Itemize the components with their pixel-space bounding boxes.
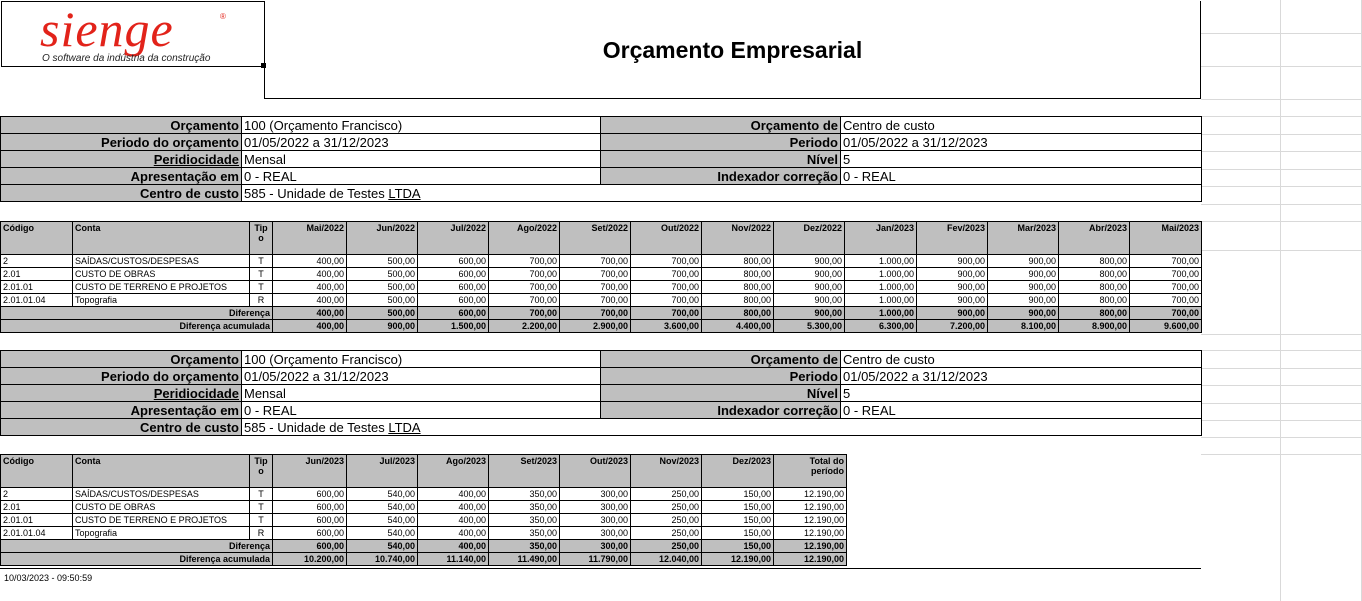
value-centro-custo: 585 - Unidade de Testes LTDA <box>242 419 1202 436</box>
cell-value: 12.190,00 <box>774 488 847 501</box>
registered-icon: ® <box>220 12 226 21</box>
summary-value: 600,00 <box>418 307 489 320</box>
cell-value: 12.190,00 <box>774 514 847 527</box>
value-orcamento: 100 (Orçamento Francisco) <box>242 351 601 368</box>
logo-wordmark: sienge <box>40 1 174 57</box>
cell-value: 400,00 <box>273 281 347 294</box>
cell-value: 900,00 <box>774 294 845 307</box>
footer-divider <box>0 568 1201 569</box>
cell-value: 400,00 <box>418 501 489 514</box>
table-row <box>1 255 1202 268</box>
value-periodo: 01/05/2022 a 31/12/2023 <box>841 368 1202 385</box>
grid-line <box>1201 33 1362 34</box>
cell-value: 500,00 <box>347 281 418 294</box>
cell-value: 700,00 <box>489 294 560 307</box>
col-month: Nov/2022 <box>702 222 774 255</box>
summary-value: 700,00 <box>631 307 702 320</box>
summary-label: Diferença <box>1 307 273 320</box>
summary-value: 7.200,00 <box>917 320 988 333</box>
diferenca-row <box>1 307 1202 320</box>
cell-value: 600,00 <box>418 294 489 307</box>
table-row <box>1 501 847 514</box>
cell-value: 400,00 <box>273 255 347 268</box>
summary-label: Diferença acumulada <box>1 320 273 333</box>
col-month: Set/2023 <box>489 455 560 488</box>
cell-value: 250,00 <box>631 527 702 540</box>
summary-value: 600,00 <box>273 540 347 553</box>
summary-value: 800,00 <box>702 307 774 320</box>
label-indexador: Indexador correção <box>601 402 841 419</box>
table-row <box>1 527 847 540</box>
summary-value: 900,00 <box>774 307 845 320</box>
summary-value: 8.900,00 <box>1059 320 1130 333</box>
cell-value: 800,00 <box>1059 281 1130 294</box>
summary-value: 300,00 <box>560 540 631 553</box>
cell-value: 300,00 <box>560 514 631 527</box>
page-title: Orçamento Empresarial <box>602 37 863 63</box>
cell-value: 900,00 <box>988 268 1059 281</box>
value-apresentacao: 0 - REAL <box>242 402 601 419</box>
summary-value: 11.140,00 <box>418 553 489 566</box>
cell-conta: CUSTO DE OBRAS <box>73 268 250 281</box>
summary-value: 2.200,00 <box>489 320 560 333</box>
cell-value: 250,00 <box>631 488 702 501</box>
cell-value: 1.000,00 <box>845 294 917 307</box>
label-orcamento-de: Orçamento de <box>601 351 841 368</box>
col-codigo: Código <box>1 222 73 255</box>
grid-line <box>1201 151 1362 152</box>
table-row <box>1 268 1202 281</box>
diferenca-acumulada-row <box>1 320 1202 333</box>
col-tipo: Tip o <box>250 222 273 255</box>
cell-value: 700,00 <box>560 268 631 281</box>
summary-value: 2.900,00 <box>560 320 631 333</box>
cell-value: 800,00 <box>702 268 774 281</box>
col-month: Mai/2022 <box>273 222 347 255</box>
grid-line <box>1201 385 1362 386</box>
value-nivel: 5 <box>841 151 1202 168</box>
cell-value: 600,00 <box>273 501 347 514</box>
cell-value: 800,00 <box>702 281 774 294</box>
cell-value: 500,00 <box>347 255 418 268</box>
summary-value: 10.200,00 <box>273 553 347 566</box>
cell-value: 350,00 <box>489 501 560 514</box>
col-month: Nov/2023 <box>631 455 702 488</box>
cell-value: 800,00 <box>1059 255 1130 268</box>
label-apresentacao: Apresentação em <box>1 402 242 419</box>
col-month: Jan/2023 <box>845 222 917 255</box>
cell-value: 540,00 <box>347 514 418 527</box>
cell-value: 150,00 <box>702 488 774 501</box>
cell-tipo: T <box>250 488 273 501</box>
cell-value: 700,00 <box>560 294 631 307</box>
summary-value: 6.300,00 <box>845 320 917 333</box>
cell-value: 900,00 <box>774 281 845 294</box>
cell-value: 540,00 <box>347 501 418 514</box>
grid-line <box>1201 186 1362 187</box>
table-row <box>1 514 847 527</box>
col-month: Abr/2023 <box>1059 222 1130 255</box>
grid-line <box>1201 116 1362 117</box>
budget-table-2 <box>0 454 847 566</box>
summary-value: 400,00 <box>273 307 347 320</box>
cell-tipo: T <box>250 268 273 281</box>
col-tipo: Tip o <box>250 455 273 488</box>
cell-value: 300,00 <box>560 527 631 540</box>
label-periodo-orcamento: Periodo do orçamento <box>1 368 242 385</box>
summary-value: 900,00 <box>988 307 1059 320</box>
cell-value: 700,00 <box>1130 268 1202 281</box>
summary-value: 350,00 <box>489 540 560 553</box>
cell-value: 600,00 <box>273 514 347 527</box>
company-logo <box>1 1 265 67</box>
col-month: Jul/2023 <box>347 455 418 488</box>
label-apresentacao: Apresentação em <box>1 168 242 185</box>
col-month: Jun/2022 <box>347 222 418 255</box>
grid-line <box>1201 204 1362 205</box>
cell-value: 150,00 <box>702 527 774 540</box>
cell-value: 600,00 <box>418 268 489 281</box>
label-centro-custo: Centro de custo <box>1 185 242 202</box>
value-apresentacao: 0 - REAL <box>242 168 601 185</box>
label-indexador: Indexador correção <box>601 168 841 185</box>
label-peridiocidade: Peridiocidade <box>153 385 239 401</box>
cell-conta: SAÍDAS/CUSTOS/DESPESAS <box>73 255 250 268</box>
label-orcamento-de: Orçamento de <box>601 117 841 134</box>
grid-line <box>1201 250 1362 251</box>
cell-tipo: R <box>250 527 273 540</box>
col-month: Mai/2023 <box>1130 222 1202 255</box>
summary-value: 250,00 <box>631 540 702 553</box>
cell-value: 700,00 <box>560 281 631 294</box>
summary-value: 12.040,00 <box>631 553 702 566</box>
table-row <box>1 281 1202 294</box>
summary-value: 150,00 <box>702 540 774 553</box>
cell-value: 700,00 <box>1130 281 1202 294</box>
cell-conta: Topografia <box>73 527 250 540</box>
summary-value: 900,00 <box>917 307 988 320</box>
cell-value: 1.000,00 <box>845 255 917 268</box>
logo-tagline: O software da indústria da construção <box>42 53 211 64</box>
cell-codigo: 2.01.01 <box>1 281 73 294</box>
cell-value: 700,00 <box>1130 255 1202 268</box>
label-nivel: Nível <box>601 151 841 168</box>
grid-line <box>1201 420 1362 421</box>
cell-tipo: T <box>250 281 273 294</box>
summary-value: 3.600,00 <box>631 320 702 333</box>
grid-line <box>1201 454 1362 455</box>
cell-value: 700,00 <box>631 281 702 294</box>
col-codigo: Código <box>1 455 73 488</box>
cell-value: 350,00 <box>489 514 560 527</box>
value-periodo: 01/05/2022 a 31/12/2023 <box>841 134 1202 151</box>
cell-conta: CUSTO DE TERRENO E PROJETOS <box>73 281 250 294</box>
budget-table-1 <box>0 221 1202 333</box>
value-indexador: 0 - REAL <box>841 402 1202 419</box>
cell-value: 700,00 <box>489 255 560 268</box>
summary-value: 400,00 <box>418 540 489 553</box>
cell-value: 400,00 <box>273 294 347 307</box>
cell-value: 800,00 <box>1059 268 1130 281</box>
col-month: Mar/2023 <box>988 222 1059 255</box>
cell-value: 12.190,00 <box>774 527 847 540</box>
summary-value: 5.300,00 <box>774 320 845 333</box>
grid-line <box>1201 437 1362 438</box>
table-row <box>1 488 847 501</box>
cell-value: 600,00 <box>273 488 347 501</box>
cell-value: 900,00 <box>774 268 845 281</box>
cell-tipo: R <box>250 294 273 307</box>
cell-conta: CUSTO DE TERRENO E PROJETOS <box>73 514 250 527</box>
col-month: Out/2022 <box>631 222 702 255</box>
cell-value: 600,00 <box>418 281 489 294</box>
summary-value: 12.190,00 <box>774 553 847 566</box>
label-centro-custo: Centro de custo <box>1 419 242 436</box>
cell-value: 900,00 <box>917 268 988 281</box>
diferenca-acumulada-row <box>1 553 847 566</box>
value-periodo-orcamento: 01/05/2022 a 31/12/2023 <box>242 134 601 151</box>
label-nivel: Nível <box>601 385 841 402</box>
cell-value: 700,00 <box>560 255 631 268</box>
cell-value: 700,00 <box>631 294 702 307</box>
cell-value: 900,00 <box>917 281 988 294</box>
col-month: Dez/2022 <box>774 222 845 255</box>
cell-value: 300,00 <box>560 488 631 501</box>
summary-label: Diferença acumulada <box>1 553 273 566</box>
summary-value: 700,00 <box>560 307 631 320</box>
cell-value: 900,00 <box>988 294 1059 307</box>
budget-info-1 <box>0 116 1202 202</box>
label-periodo: Periodo <box>601 368 841 385</box>
cell-tipo: T <box>250 501 273 514</box>
label-orcamento: Orçamento <box>1 117 242 134</box>
cell-value: 600,00 <box>418 255 489 268</box>
cell-value: 400,00 <box>418 488 489 501</box>
cell-value: 900,00 <box>988 255 1059 268</box>
col-month: Ago/2022 <box>489 222 560 255</box>
summary-value: 700,00 <box>489 307 560 320</box>
grid-line <box>1201 66 1362 67</box>
grid-line <box>1201 169 1362 170</box>
cell-value: 800,00 <box>702 255 774 268</box>
label-periodo: Periodo <box>601 134 841 151</box>
cell-value: 700,00 <box>1130 294 1202 307</box>
cell-value: 500,00 <box>347 294 418 307</box>
value-peridiocidade: Mensal <box>242 385 601 402</box>
summary-value: 800,00 <box>1059 307 1130 320</box>
cell-value: 250,00 <box>631 501 702 514</box>
summary-value: 4.400,00 <box>702 320 774 333</box>
grid-line <box>1201 99 1362 100</box>
cell-value: 400,00 <box>418 527 489 540</box>
summary-value: 500,00 <box>347 307 418 320</box>
summary-label: Diferença <box>1 540 273 553</box>
cell-value: 700,00 <box>631 268 702 281</box>
cell-value: 900,00 <box>917 255 988 268</box>
grid-line <box>1201 334 1362 335</box>
summary-value: 9.600,00 <box>1130 320 1202 333</box>
table-row <box>1 294 1202 307</box>
table-header-row <box>1 455 847 488</box>
col-conta: Conta <box>73 222 250 255</box>
grid-line <box>1280 0 1281 601</box>
summary-value: 12.190,00 <box>774 540 847 553</box>
cell-value: 150,00 <box>702 514 774 527</box>
summary-value: 1.000,00 <box>845 307 917 320</box>
cell-value: 1.000,00 <box>845 281 917 294</box>
label-orcamento: Orçamento <box>1 351 242 368</box>
col-month: Fev/2023 <box>917 222 988 255</box>
cell-value: 540,00 <box>347 488 418 501</box>
summary-value: 10.740,00 <box>347 553 418 566</box>
value-peridiocidade: Mensal <box>242 151 601 168</box>
value-orcamento-de: Centro de custo <box>841 117 1202 134</box>
cell-tipo: T <box>250 514 273 527</box>
col-month: Jul/2022 <box>418 222 489 255</box>
diferenca-row <box>1 540 847 553</box>
cell-value: 250,00 <box>631 514 702 527</box>
table-header-row <box>1 222 1202 255</box>
label-peridiocidade: Peridiocidade <box>153 151 239 167</box>
value-orcamento-de: Centro de custo <box>841 351 1202 368</box>
cell-value: 1.000,00 <box>845 268 917 281</box>
cell-value: 350,00 <box>489 527 560 540</box>
cell-value: 900,00 <box>774 255 845 268</box>
value-indexador: 0 - REAL <box>841 168 1202 185</box>
cell-codigo: 2.01.01.04 <box>1 527 73 540</box>
cell-value: 12.190,00 <box>774 501 847 514</box>
cell-value: 400,00 <box>273 268 347 281</box>
cell-value: 700,00 <box>489 268 560 281</box>
cell-codigo: 2 <box>1 255 73 268</box>
summary-value: 700,00 <box>1130 307 1202 320</box>
cell-value: 800,00 <box>702 294 774 307</box>
col-month: Dez/2023 <box>702 455 774 488</box>
cell-value: 300,00 <box>560 501 631 514</box>
grid-line <box>1201 403 1362 404</box>
grid-line <box>1201 134 1362 135</box>
cell-conta: SAÍDAS/CUSTOS/DESPESAS <box>73 488 250 501</box>
col-month: Jun/2023 <box>273 455 347 488</box>
cell-conta: CUSTO DE OBRAS <box>73 501 250 514</box>
summary-value: 11.790,00 <box>560 553 631 566</box>
grid-line <box>1201 350 1362 351</box>
summary-value: 11.490,00 <box>489 553 560 566</box>
summary-value: 8.100,00 <box>988 320 1059 333</box>
report-timestamp: 10/03/2023 - 09:50:59 <box>4 573 93 583</box>
cell-value: 500,00 <box>347 268 418 281</box>
cell-value: 540,00 <box>347 527 418 540</box>
cell-value: 900,00 <box>917 294 988 307</box>
value-centro-custo: 585 - Unidade de Testes LTDA <box>242 185 1202 202</box>
value-nivel: 5 <box>841 385 1202 402</box>
cell-codigo: 2.01.01.04 <box>1 294 73 307</box>
cell-value: 700,00 <box>631 255 702 268</box>
cell-codigo: 2.01 <box>1 501 73 514</box>
summary-value: 540,00 <box>347 540 418 553</box>
cell-codigo: 2.01 <box>1 268 73 281</box>
col-conta: Conta <box>73 455 250 488</box>
cell-value: 400,00 <box>418 514 489 527</box>
col-month: Out/2023 <box>560 455 631 488</box>
cell-value: 800,00 <box>1059 294 1130 307</box>
cell-codigo: 2.01.01 <box>1 514 73 527</box>
summary-value: 1.500,00 <box>418 320 489 333</box>
cell-value: 600,00 <box>273 527 347 540</box>
cell-value: 350,00 <box>489 488 560 501</box>
col-month: Set/2022 <box>560 222 631 255</box>
summary-value: 400,00 <box>273 320 347 333</box>
cell-codigo: 2 <box>1 488 73 501</box>
cell-conta: Topografia <box>73 294 250 307</box>
cell-value: 900,00 <box>988 281 1059 294</box>
grid-line <box>1201 221 1362 222</box>
value-periodo-orcamento: 01/05/2022 a 31/12/2023 <box>242 368 601 385</box>
value-orcamento: 100 (Orçamento Francisco) <box>242 117 601 134</box>
label-periodo-orcamento: Periodo do orçamento <box>1 134 242 151</box>
cell-tipo: T <box>250 255 273 268</box>
cell-value: 700,00 <box>489 281 560 294</box>
col-total: Total do período <box>774 455 847 488</box>
col-month: Ago/2023 <box>418 455 489 488</box>
cell-value: 150,00 <box>702 501 774 514</box>
summary-value: 900,00 <box>347 320 418 333</box>
budget-info-2 <box>0 350 1202 436</box>
grid-line <box>1201 368 1362 369</box>
summary-value: 12.190,00 <box>702 553 774 566</box>
title-box <box>265 1 1201 99</box>
